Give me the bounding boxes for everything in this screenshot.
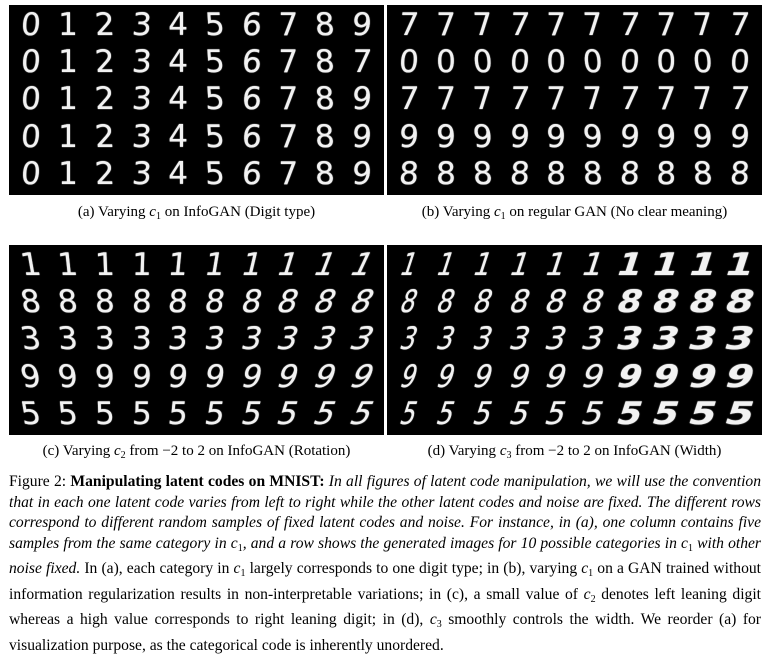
digit-cell: 3 [504,321,535,358]
digit-cell: 8 [611,284,648,321]
digit-cell: 5 [94,395,116,432]
digit-cell: 8 [308,284,342,321]
digit-cell: 7 [278,81,299,118]
figure-italic-var-c1b-sub: 1 [687,542,693,554]
digit-cell: 5 [56,395,80,432]
digit-cell: 5 [131,395,152,432]
digit-cell: 9 [581,118,604,155]
digit-cell: 5 [203,81,226,118]
digit-cell: 9 [94,358,116,395]
digit-cell: 8 [508,155,531,192]
digit-cell: 8 [313,118,337,155]
digit-cell: 8 [618,155,641,192]
digit-cell: 1 [540,247,572,284]
digit-cell: 8 [468,284,498,321]
digit-cell: 1 [166,247,190,284]
figure-italic-var-c1-b [681,535,693,552]
digit-cell: 5 [166,395,190,432]
digit-cell: 9 [308,358,342,395]
digit-cell: 1 [18,247,45,284]
digit-cell: 1 [683,247,723,284]
digit-cell: 8 [313,81,337,118]
digit-cell: 8 [202,284,228,321]
caption-d-prefix: (d) Varying [427,443,500,459]
digit-cell: 1 [56,247,80,284]
figure-plain-3: on a GAN trained without information regularization results in non-interpretable variations; in (c), a small value of [9,560,761,603]
digit-cell: 0 [471,44,494,81]
digit-cell: 9 [436,118,456,155]
digit-cell: 0 [20,81,43,118]
figure-italic-var-c1-sub: 1 [237,542,243,554]
panel-d-digit-grid [387,245,762,435]
digit-cell: 2 [93,7,116,44]
digit-cell: 1 [576,247,610,284]
digit-cell: 0 [398,44,421,81]
digit-cell: 3 [540,321,572,358]
panel-b-digit-grid [387,5,762,195]
figure-var-c1-b [581,560,593,577]
digit-cell: 0 [20,155,43,192]
digit-cell: 1 [432,247,461,284]
figure-title: Manipulating latent codes on MNIST: [70,473,325,490]
panel-c-digit-grid [9,245,384,435]
digit-cell: 3 [343,321,381,358]
digit-cell: 9 [691,118,715,155]
digit-cell: 3 [202,321,228,358]
figure-plain-1: In (a), each category in [80,560,234,577]
caption-a-sub: 1 [155,211,161,222]
digit-cell: 3 [56,321,80,358]
digit-cell: 3 [719,321,760,358]
figure-var-c3-sub: 3 [436,619,442,630]
digit-cell: 4 [168,7,189,44]
digit-cell: 9 [166,358,190,395]
caption-b-prefix: (b) Varying [421,204,494,220]
digit-cell: 1 [58,118,78,155]
digit-cell: 3 [18,321,45,358]
digit-cell: 9 [350,118,373,155]
figure-italic-1: In all figures of latent code manipulation, we will use the convention that in each one latent code varies from left to right while the other latent codes and noise are fixed. The different rows correspond to different random samples of fixed latent codes and noise. For instance, in (a), one column contains five samples from the same category in [9,473,761,552]
digit-cell: 0 [656,44,677,81]
digit-cell: 9 [508,118,531,155]
figure-plain-2: largely corresponds to one digit type; in (b), varying [245,560,582,577]
digit-cell: 8 [691,155,715,192]
caption-a-suffix: on InfoGAN (Digit type) [160,204,316,220]
digit-cell: 1 [343,247,381,284]
digit-cell: 0 [20,44,43,81]
digit-cell: 5 [203,155,226,192]
digit-cell: 3 [94,321,116,358]
digit-cell: 7 [436,7,456,44]
caption-b-var: c [493,204,501,220]
digit-cell: 5 [203,44,226,81]
digit-cell: 1 [468,247,498,284]
digit-cell: 9 [504,358,535,395]
digit-cell: 9 [728,118,751,155]
digit-cell: 9 [546,118,567,155]
figure-var-c1-b-sub: 1 [588,568,594,579]
digit-cell: 9 [432,358,461,395]
digit-cell: 7 [436,81,456,118]
digit-cell: 0 [581,44,604,81]
digit-cell: 9 [18,358,45,395]
digit-cell: 3 [468,321,498,358]
digit-cell: 8 [272,284,304,321]
digit-cell: 5 [504,395,535,432]
digit-cell: 5 [343,395,381,432]
digit-cell: 7 [278,44,299,81]
caption-d-var: c [499,443,507,459]
digit-cell: 9 [56,358,80,395]
figure-italic-var-c1b-letter: c [681,534,688,552]
digit-cell: 0 [546,44,567,81]
digit-cell: 1 [58,44,78,81]
digit-cell: 3 [131,321,152,358]
digit-cell: 2 [93,81,116,118]
digit-cell: 7 [618,7,641,44]
digit-cell: 5 [308,395,342,432]
figure-caption [9,472,761,656]
digit-cell: 1 [58,155,78,192]
digit-cell: 6 [240,118,263,155]
digit-cell: 1 [611,247,648,284]
figure-var-c3-letter: c [429,611,437,628]
digit-cell: 9 [471,118,494,155]
caption-b-sub: 1 [500,211,506,222]
figure-var-c1-a [234,560,246,577]
figure-label: Figure 2: [9,473,71,490]
caption-c-prefix: (c) Varying [42,443,114,459]
digit-cell: 3 [166,321,190,358]
digit-cell: 7 [546,81,567,118]
digit-cell: 9 [131,358,152,395]
digit-cell: 5 [396,395,423,432]
digit-cell: 8 [471,155,494,192]
digit-cell: 3 [611,321,648,358]
caption-a-prefix: (a) Varying [77,204,150,220]
digit-cell: 9 [719,358,760,395]
figure-plain-4: denotes left leaning digit whereas a high value corresponds to right leaning digit; in (d), [9,585,761,628]
digit-cell: 9 [683,358,723,395]
digit-cell: 9 [398,118,421,155]
caption-c-sub: 2 [120,450,126,461]
digit-cell: 6 [240,7,263,44]
digit-cell: 4 [168,44,189,81]
digit-cell: 7 [656,7,677,44]
digit-cell: 4 [168,118,189,155]
digit-cell: 3 [130,81,153,118]
caption-a-var: c [149,204,156,220]
digit-cell: 8 [647,284,685,321]
caption-d-sub: 3 [506,450,512,461]
digit-cell: 5 [432,395,461,432]
digit-cell: 9 [202,358,228,395]
digit-cell: 7 [581,7,604,44]
figure-italic-2: , and a row shows the generated images for 10 possible categories in [242,534,682,552]
caption-d-suffix: from −2 to 2 on InfoGAN (Width) [511,443,722,459]
digit-cell: 0 [508,44,531,81]
digit-cell: 8 [683,284,723,321]
digit-cell: 7 [728,81,751,118]
digit-cell: 5 [203,7,226,44]
figure-plain-5: smoothly controls the width. We reorder (a) for visualization purpose, as the categorical code is inherently unordered. [9,611,761,654]
figure-italic-var-c1 [231,535,243,552]
digit-cell: 1 [308,247,342,284]
digit-cell: 7 [471,7,494,44]
digit-cell: 5 [647,395,685,432]
digit-cell: 8 [18,284,45,321]
digit-cell: 3 [576,321,610,358]
digit-cell: 6 [240,44,263,81]
figure-var-c3 [430,611,442,628]
digit-cell: 9 [576,358,610,395]
digit-cell: 6 [240,155,263,192]
digit-cell: 7 [471,81,494,118]
digit-cell: 8 [131,284,152,321]
caption-b-suffix: on regular GAN (No clear meaning) [505,204,728,220]
digit-cell: 8 [504,284,535,321]
digit-cell: 7 [581,81,604,118]
digit-cell: 0 [20,7,43,44]
digit-cell: 1 [94,247,116,284]
digit-cell: 9 [396,358,423,395]
figure-var-c2-sub: 2 [590,593,596,605]
digit-cell: 7 [728,7,751,44]
digit-cell: 1 [58,7,78,44]
digit-cell: 5 [576,395,610,432]
digit-cell: 1 [202,247,228,284]
digit-cell: 1 [237,247,266,284]
digit-cell: 9 [611,358,648,395]
digit-cell: 0 [728,44,751,81]
digit-cell: 7 [398,7,421,44]
digit-cell: 8 [728,155,751,192]
digit-cell: 5 [202,395,228,432]
digit-cell: 1 [58,81,78,118]
digit-cell: 8 [313,7,337,44]
digit-cell: 8 [581,155,604,192]
digit-cell: 3 [237,321,266,358]
figure-var-c2 [584,586,596,603]
digit-cell: 7 [508,7,531,44]
digit-cell: 3 [130,7,153,44]
figure-italic-var-c1-letter: c [230,534,238,552]
digit-cell: 0 [691,44,715,81]
digit-cell: 7 [691,81,715,118]
digit-cell: 1 [272,247,304,284]
caption-c [9,443,384,461]
caption-b [387,204,762,222]
digit-cell: 9 [350,81,373,118]
digit-cell: 7 [350,44,373,81]
digit-cell: 3 [130,155,153,192]
digit-cell: 3 [308,321,342,358]
digit-cell: 9 [656,118,677,155]
digit-cell: 3 [130,118,153,155]
caption-c-suffix: from −2 to 2 on InfoGAN (Rotation) [125,443,351,459]
digit-cell: 5 [237,395,266,432]
digit-cell: 0 [436,44,456,81]
digit-cell: 8 [656,155,677,192]
digit-cell: 8 [94,284,116,321]
digit-cell: 5 [468,395,498,432]
digit-cell: 8 [396,284,423,321]
figure-var-c1-b-letter: c [581,560,589,577]
digit-cell: 9 [468,358,498,395]
digit-cell: 7 [618,81,641,118]
digit-cell: 8 [56,284,80,321]
digit-cell: 5 [272,395,304,432]
digit-cell: 8 [313,44,337,81]
digit-cell: 3 [683,321,723,358]
digit-cell: 5 [683,395,723,432]
panel-a-digit-grid [9,5,384,195]
figure-var-c1-a-sub: 1 [240,568,246,579]
digit-cell: 9 [343,358,381,395]
digit-cell: 2 [93,118,116,155]
caption-a [9,204,384,222]
digit-cell: 8 [237,284,266,321]
digit-cell: 9 [272,358,304,395]
digit-cell: 8 [343,284,381,321]
digit-cell: 7 [656,81,677,118]
digit-cell: 5 [611,395,648,432]
digit-cell: 3 [432,321,461,358]
digit-cell: 0 [20,118,43,155]
digit-cell: 1 [504,247,535,284]
digit-cell: 4 [168,155,189,192]
digit-cell: 7 [546,7,567,44]
caption-d [387,443,762,461]
digit-cell: 7 [691,7,715,44]
digit-cell: 3 [130,44,153,81]
digit-cell: 7 [398,81,421,118]
digit-cell: 7 [278,7,299,44]
figure-var-c2-letter: c [583,585,591,603]
digit-cell: 8 [576,284,610,321]
digit-cell: 6 [240,81,263,118]
digit-cell: 5 [719,395,760,432]
digit-cell: 4 [168,81,189,118]
digit-cell: 8 [719,284,760,321]
digit-cell: 7 [508,81,531,118]
digit-cell: 2 [93,44,116,81]
digit-cell: 5 [203,118,226,155]
digit-cell: 8 [436,155,456,192]
figure-var-c1-a-letter: c [233,560,241,577]
digit-cell: 9 [647,358,685,395]
caption-c-var: c [114,443,121,459]
digit-cell: 9 [350,7,373,44]
digit-cell: 8 [398,155,421,192]
digit-cell: 1 [719,247,760,284]
digit-cell: 7 [278,155,299,192]
digit-cell: 7 [278,118,299,155]
digit-cell: 8 [432,284,461,321]
figure-italic-3: with other noise fixed. [9,534,761,577]
digit-cell: 9 [618,118,641,155]
digit-cell: 0 [618,44,641,81]
digit-cell: 9 [350,155,373,192]
digit-cell: 3 [647,321,685,358]
digit-cell: 1 [131,247,152,284]
digit-cell: 8 [546,155,567,192]
digit-cell: 3 [272,321,304,358]
digit-cell: 8 [166,284,190,321]
digit-cell: 5 [540,395,572,432]
digit-cell: 2 [93,155,116,192]
digit-cell: 9 [237,358,266,395]
digit-cell: 8 [540,284,572,321]
digit-cell: 5 [18,395,45,432]
digit-cell: 3 [396,321,423,358]
digit-cell: 9 [540,358,572,395]
digit-cell: 8 [313,155,337,192]
digit-cell: 1 [647,247,685,284]
digit-cell: 1 [396,247,423,284]
